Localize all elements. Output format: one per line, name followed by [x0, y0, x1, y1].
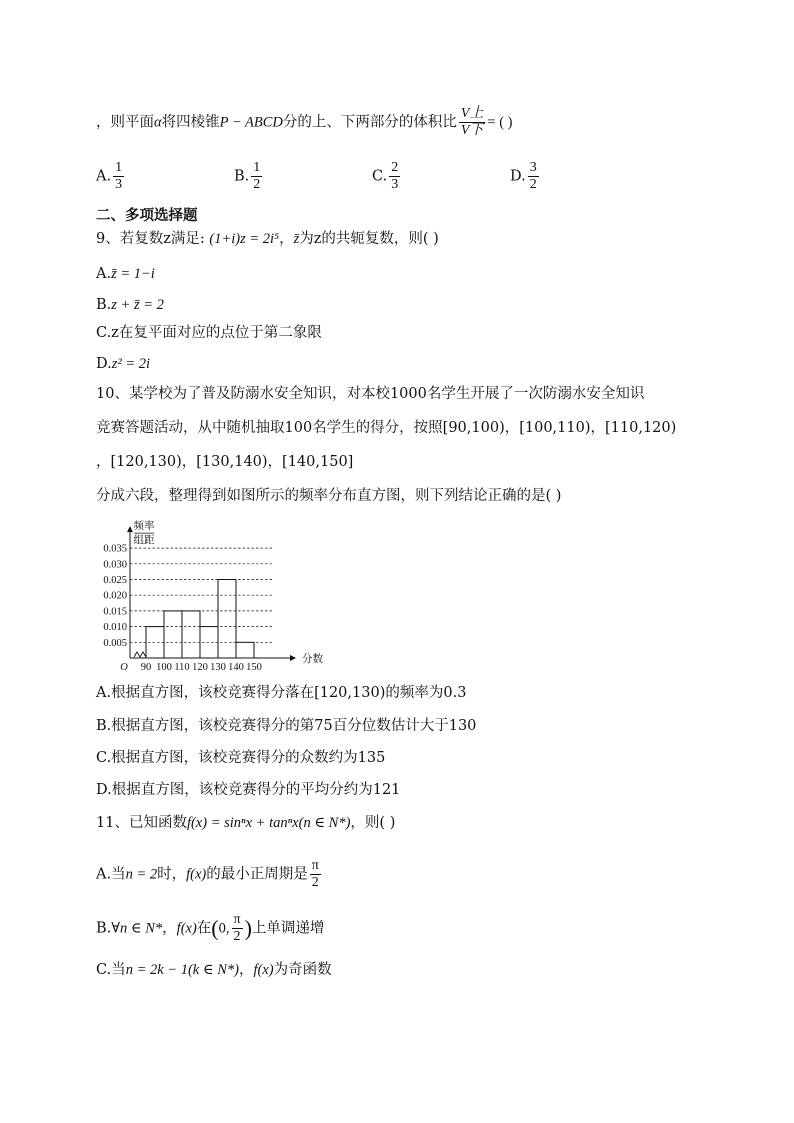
- fraction-numerator: 1: [115, 160, 123, 175]
- frequency-histogram: [96, 514, 336, 672]
- alpha-symbol: α: [154, 114, 162, 131]
- fraction-denominator: 2: [311, 875, 319, 890]
- x-tick-label: 100: [156, 662, 172, 672]
- q8-option-d[interactable]: [510, 160, 541, 193]
- q11-option-b[interactable]: [96, 912, 324, 945]
- q10-stem-line-1: 10、某学校为了普及防溺水安全知识，对本校1000名学生开展了一次防溺水安全知识: [96, 386, 645, 402]
- q8-stem-line: [96, 106, 513, 139]
- option-text: 的最小正周期是: [206, 866, 308, 883]
- q10-option-a[interactable]: A.根据直方图，该校竞赛得分落在[120,130)的频率为0.3: [96, 685, 467, 701]
- q11-stem: [96, 813, 395, 833]
- option-math: z² = 2i: [111, 356, 151, 372]
- option-letter: D.: [96, 356, 112, 372]
- q9-option-a[interactable]: [96, 264, 155, 284]
- y-tick-label: 0.025: [103, 575, 127, 586]
- fraction-denominator: 2: [233, 929, 241, 944]
- q11-stem-a: 11、已知函数: [96, 815, 187, 831]
- option-letter: D.: [510, 168, 526, 185]
- q10-stem-line-3: ，[120,130)，[130,140)，[140,150]: [96, 454, 354, 470]
- y-axis-label-denominator: 组距: [133, 535, 155, 547]
- option-text: 为奇函数: [273, 962, 332, 978]
- q11-option-c[interactable]: [96, 960, 332, 980]
- fraction-denominator: 2: [529, 177, 537, 192]
- q11-domain: (n ∈ N*): [298, 815, 351, 831]
- option-function: f(x): [176, 920, 197, 937]
- option-letter: B.: [96, 297, 112, 313]
- x-tick-label: 120: [192, 662, 208, 672]
- x-tick-label: 140: [228, 662, 244, 672]
- option-letter: A.: [96, 168, 112, 185]
- fraction-denominator: 3: [115, 177, 123, 192]
- q8-stem-suffix: 分的上、下两部分的体积比: [282, 114, 457, 131]
- section-title: 二、多项选择题: [96, 208, 198, 224]
- fraction-numerator: 2: [391, 160, 399, 175]
- histogram-bar: [164, 611, 182, 658]
- volume-ratio-numerator: V上: [460, 106, 484, 121]
- x-tick-label: 130: [210, 662, 226, 672]
- option-letter: B.: [234, 168, 250, 185]
- x-tick-label: 90: [140, 662, 152, 672]
- fraction-denominator: 3: [391, 177, 399, 192]
- q9-stem-c: 为z的共轭复数，则( ): [299, 231, 439, 247]
- axis-break-mark: [134, 652, 146, 657]
- option-math: n = 2: [125, 866, 158, 883]
- q8-option-a[interactable]: [96, 160, 126, 193]
- q9-option-d[interactable]: [96, 354, 150, 374]
- fraction-numerator: π: [233, 912, 241, 927]
- q11-option-a[interactable]: [96, 858, 323, 891]
- q9-stem-b: ，: [279, 231, 294, 247]
- y-tick-label: 0.015: [103, 606, 127, 618]
- option-fraction: [251, 160, 262, 193]
- option-text: ，: [162, 920, 177, 937]
- option-prefix: C.当: [96, 962, 126, 978]
- histogram-bar: [218, 580, 236, 659]
- fraction-numerator: π: [311, 858, 319, 873]
- q8-option-b[interactable]: [234, 160, 264, 193]
- option-fraction: [389, 160, 400, 193]
- option-prefix: B.: [96, 920, 112, 937]
- q9-equation: (1+i)z = 2i⁵: [209, 231, 280, 247]
- fraction-numerator: 1: [253, 160, 261, 175]
- q10-option-b[interactable]: B.根据直方图，该校竞赛得分的第75百分位数估计大于130: [96, 718, 477, 734]
- option-text: ，: [238, 962, 254, 978]
- x-tick-label: 150: [246, 662, 262, 672]
- q10-option-d[interactable]: D.根据直方图，该校竞赛得分的平均分约为121: [96, 782, 401, 798]
- origin-label: O: [120, 662, 128, 672]
- option-math: z + z̄ = 2: [111, 297, 164, 313]
- q11-function: f(x) = sinⁿx + tanⁿx: [186, 815, 299, 831]
- option-letter: C.: [372, 168, 388, 185]
- x-axis-arrow: [290, 655, 296, 661]
- option-text: 上单调递增: [251, 920, 325, 937]
- interval-right-paren: ): [244, 915, 252, 941]
- histogram-bar: [236, 642, 254, 658]
- q8-stem-prefix: ，则平面: [96, 114, 154, 131]
- option-math: n = 2k − 1: [125, 962, 188, 978]
- option-fraction: [113, 160, 124, 193]
- interval-left-paren: (: [211, 915, 219, 941]
- q10-stem-line-4: 分成六段，整理得到如图所示的频率分布直方图，则下列结论正确的是( ): [96, 488, 562, 504]
- q9-zbar: z̄: [293, 231, 300, 247]
- q9-stem-a: 9、若复数z满足:: [96, 231, 205, 247]
- q9-option-c[interactable]: C.z在复平面对应的点位于第二象限: [96, 325, 322, 341]
- q9-stem: [96, 229, 439, 249]
- x-tick-label: 110: [174, 662, 190, 672]
- option-function: f(x): [186, 866, 207, 883]
- q11-stem-b: ，则( ): [350, 815, 396, 831]
- q8-stem-mid: 将四棱锥: [161, 114, 220, 131]
- y-axis-label-numerator: 频率: [133, 521, 155, 533]
- option-fraction: [310, 858, 321, 891]
- q9-option-b[interactable]: [96, 295, 164, 315]
- y-tick-label: 0.020: [103, 590, 127, 602]
- option-text: 在: [196, 920, 212, 937]
- pyramid-name: P − ABCD: [219, 114, 283, 131]
- volume-ratio-denominator: V下: [460, 123, 484, 138]
- y-axis-arrow: [127, 526, 133, 532]
- x-axis-label: 分数: [302, 654, 323, 665]
- option-math: z̄ = 1−i: [111, 266, 155, 282]
- interval-fraction: [232, 912, 243, 945]
- volume-ratio-fraction: [459, 106, 486, 139]
- q8-option-c[interactable]: [372, 160, 402, 193]
- option-prefix: A.当: [96, 866, 126, 883]
- q8-answer-paren: = ( ): [487, 114, 513, 131]
- y-tick-label: 0.005: [103, 637, 127, 649]
- q10-stem-line-2: 竞赛答题活动，从中随机抽取100名学生的得分，按照[90,100)，[100,110)，[110,120): [96, 420, 677, 436]
- y-tick-label: 0.010: [103, 622, 127, 634]
- y-tick-label: 0.030: [103, 559, 127, 571]
- option-math: ∀n ∈ N*: [111, 920, 163, 937]
- option-letter: A.: [96, 266, 112, 282]
- option-domain: (k ∈ N*): [187, 962, 239, 978]
- y-tick-label: 0.035: [103, 543, 127, 555]
- interval-left-bound: 0,: [218, 920, 230, 937]
- fraction-numerator: 3: [529, 160, 537, 175]
- fraction-denominator: 2: [253, 177, 261, 192]
- option-fraction: [528, 160, 539, 193]
- option-text: 时，: [157, 866, 187, 883]
- option-function: f(x): [253, 962, 274, 978]
- histogram-bar: [182, 611, 200, 658]
- q10-option-c[interactable]: C.根据直方图，该校竞赛得分的众数约为135: [96, 750, 386, 766]
